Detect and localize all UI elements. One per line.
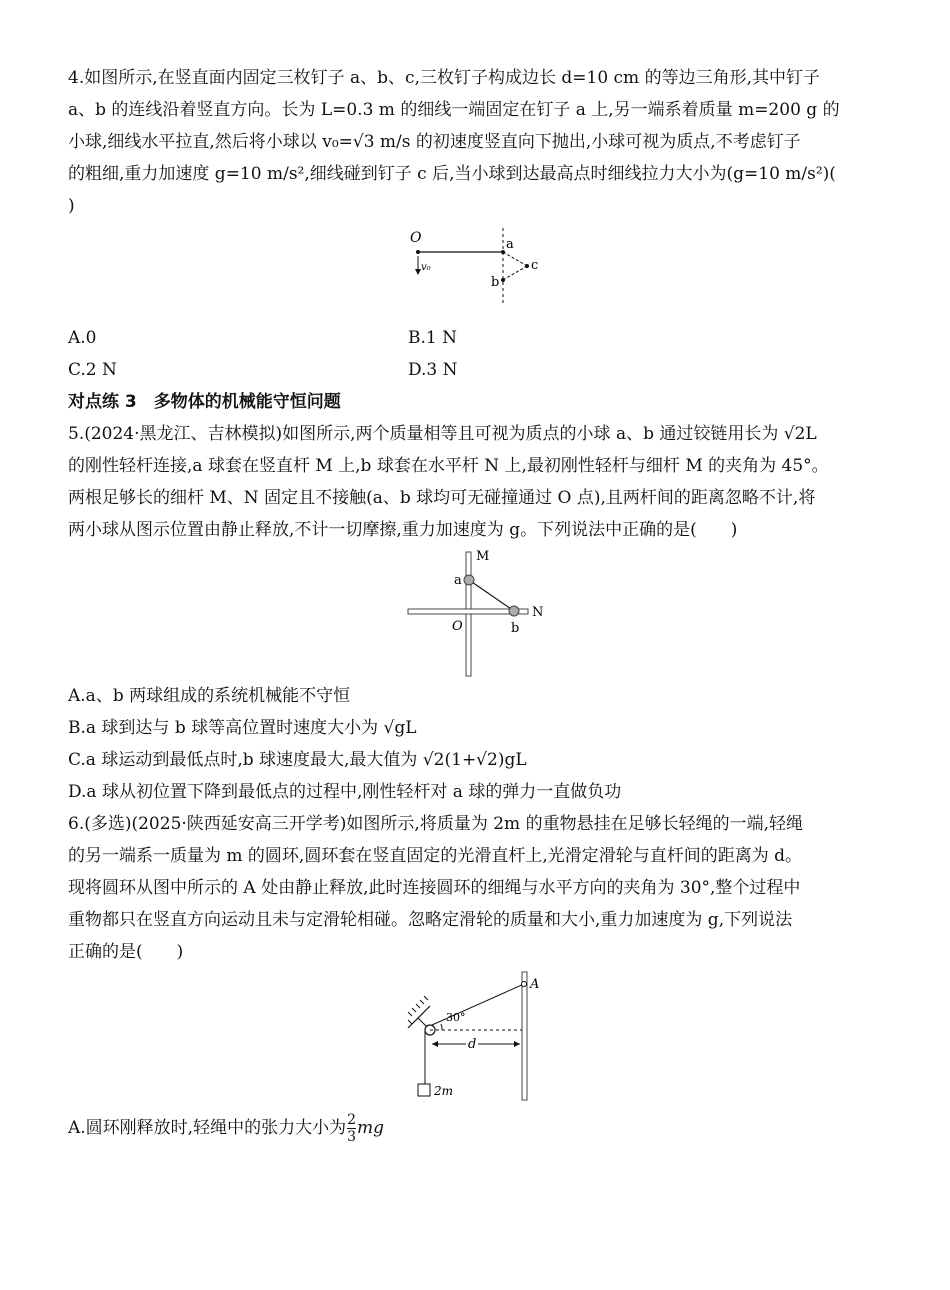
q6-fig-ceiling-hatch [408,996,430,1028]
q5-option-c[interactable]: C.a 球运动到最低点时,b 球速度最大,最大值为 √2(1+√2)gL [68,750,527,770]
q6-option-a-suffix: mg [357,1118,385,1138]
section-heading-3: 对点练 3 多物体的机械能守恒问题 [68,392,341,412]
q4-text-line-3: 小球,细线水平拉直,然后将小球以 v₀=√3 m/s 的初速度竖直向下抛出,小球可视为质点,不考虑钉子 [68,132,801,152]
q5-fig-label-M: M [476,549,490,564]
q4-figure [68,222,888,322]
q6-text-line-5: 正确的是( ) [68,942,184,962]
q4-options-row-1 [68,322,888,354]
q5-text-line-1: 5.(2024·黑龙江、吉林模拟)如图所示,两个质量相等且可视为质点的小球 a、b 通过铰链用长为 √2L [68,424,817,444]
q5-text-line-4: 两小球从图示位置由静止释放,不计一切摩擦,重力加速度为 g。下列说法中正确的是( ) [68,520,738,540]
q6-figure [68,968,888,1108]
q5-fig-ball-b [509,606,519,616]
q4-option-d[interactable]: D.3 N [408,360,458,380]
q4-options-row-2 [68,354,888,386]
q5-fig-label-a: a [454,573,462,588]
question-6 [68,808,888,1148]
q6-option-a-numerator: 2 [347,1112,357,1128]
q5-fig-label-N: N [532,605,544,620]
q5-fig-ball-a [464,575,474,585]
q5-option-a[interactable]: A.a、b 两球组成的系统机械能不守恒 [68,686,351,706]
q5-fig-light-rod [469,580,514,611]
q6-option-a-fraction [347,1112,356,1145]
q6-text-line-4: 重物都只在竖直方向运动且未与定滑轮相碰。忽略定滑轮的质量和大小,重力加速度为 g,下列说法 [68,910,793,930]
q6-text-line-1: 6.(多选)(2025·陕西延安高三开学考)如图所示,将质量为 2m 的重物悬挂在足够长轻绳的一端,轻绳 [68,814,803,834]
q4-fig-side-bc [503,266,527,280]
q6-fig-label-mass: 2m [434,1084,454,1098]
q5-option-b[interactable]: B.a 球到达与 b 球等高位置时速度大小为 √gL [68,718,417,738]
q4-text-line-1: 4.如图所示,在竖直面内固定三枚钉子 a、b、c,三枚钉子构成边长 d=10 cm 的等边三角形,其中钉子 [68,68,820,88]
q4-option-a[interactable]: A.0 [68,328,97,348]
question-5 [68,418,888,808]
q4-option-b[interactable]: B.1 N [408,328,457,348]
q4-fig-label-O: O [410,230,422,246]
q5-text-line-2: 的刚性轻杆连接,a 球套在竖直杆 M 上,b 球套在水平杆 N 上,最初刚性轻杆与细杆 M 的夹角为 45°。 [68,456,829,476]
q4-fig-label-a: a [506,237,514,252]
q5-figure [68,546,888,680]
q6-text-line-2: 的另一端系一质量为 m 的圆环,圆环套在竖直固定的光滑直杆上,光滑定滑轮与直杆间的距离为 d。 [68,846,803,866]
q4-fig-label-c: c [531,258,539,273]
q6-fig-weight [418,1084,430,1096]
q6-fig-label-d: d [468,1037,477,1052]
q4-fig-label-v0: v₀ [421,262,431,273]
q6-fig-rod [522,972,527,1100]
q4-fig-side-ac [503,252,527,266]
q4-text-line-5: ) [68,196,75,216]
q4-text-line-4: 的粗细,重力加速度 g=10 m/s²,细线碰到钉子 c 后,当小球到达最高点时细线拉力大小为(g=10 m/s²)( [68,164,836,184]
q4-fig-label-b: b [491,275,500,290]
q6-option-a-prefix: A.圆环刚释放时,轻绳中的张力大小为 [68,1118,347,1138]
q5-fig-label-O: O [452,619,463,634]
q6-option-a[interactable] [68,1108,888,1148]
page [68,62,888,1148]
q5-option-d[interactable]: D.a 球从初位置下降到最低点的过程中,刚性轻杆对 a 球的弹力一直做负功 [68,782,622,802]
q6-fig-angle-arc [441,1024,442,1030]
q6-text-line-3: 现将圆环从图中所示的 A 处由静止释放,此时连接圆环的细绳与水平方向的夹角为 30°,整个过程中 [68,878,801,898]
q6-fig-distance-arrow-left [432,1041,438,1047]
q5-text-line-3: 两根足够长的细杆 M、N 固定且不接触(a、b 球均可无碰撞通过 O 点),且两杆间的距离忽略不计,将 [68,488,816,508]
q6-fig-distance-arrow-right [514,1041,520,1047]
question-4 [68,62,888,386]
q6-fig-label-A: A [530,977,540,992]
q6-option-a-denominator: 3 [347,1129,357,1145]
q6-fig-label-angle: 30° [446,1011,466,1024]
q5-fig-label-b: b [511,621,520,636]
q4-text-line-2: a、b 的连线沿着竖直方向。长为 L=0.3 m 的细线一端固定在钉子 a 上,另一端系着质量 m=200 g 的 [68,100,840,120]
q6-fig-ring [522,982,527,987]
q4-option-c[interactable]: C.2 N [68,360,117,380]
